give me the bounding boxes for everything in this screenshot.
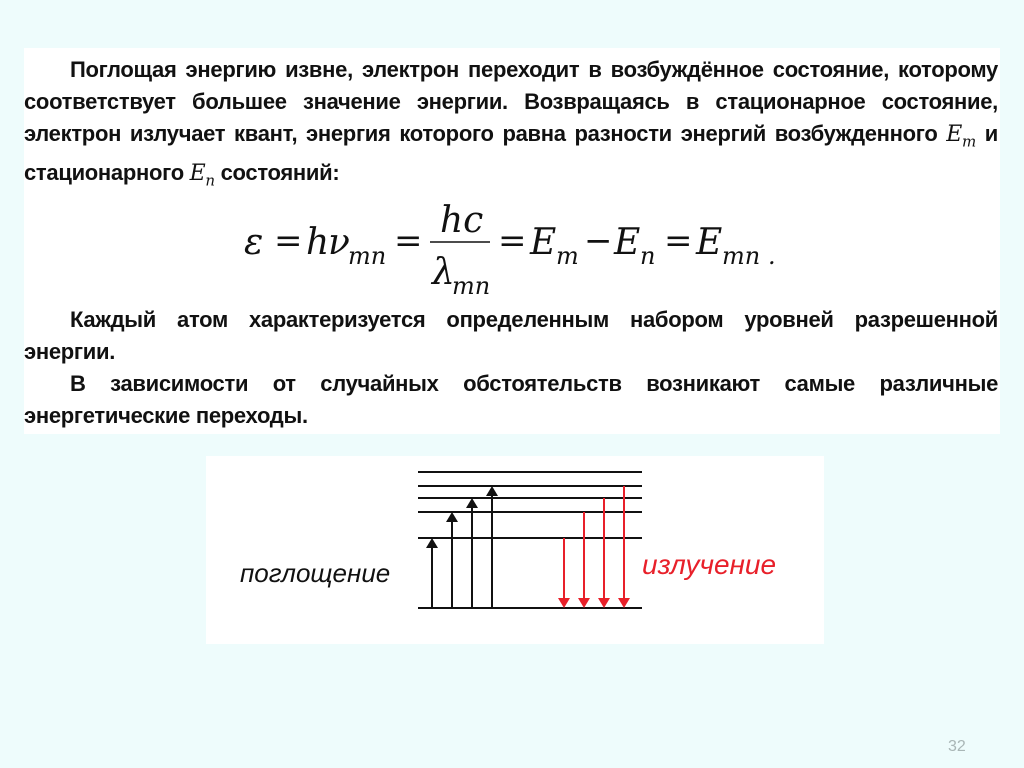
emission-arrows (558, 486, 630, 608)
absorption-arrowhead-2 (446, 512, 458, 522)
paragraph-1-part-c: состояний: (214, 160, 340, 186)
absorption-arrows (426, 486, 498, 608)
emission-arrowhead-3 (598, 598, 610, 608)
emission-arrowhead-2 (578, 598, 590, 608)
formula-nu-subscript: mn (348, 242, 387, 270)
paragraph-1 (24, 54, 998, 197)
symbol-e-n: $E_n$ (189, 161, 215, 190)
emission-label: излучение (642, 549, 777, 580)
paragraph-1-part-a: Поглощая энергию извне, электрон переходит в возбуждённое состояние, которому соответствует большее значение энергии. Возвращаясь в стационарное состояние, электрон излучает квант, энергия которого равна разности энергий возбужденного (24, 57, 998, 146)
emission-arrowhead-1 (558, 598, 570, 608)
energy-levels-diagram (206, 456, 824, 644)
formula-e-mn-subscript: mn (722, 242, 761, 270)
formula-numerator-hc: hc (440, 204, 484, 241)
formula-e-m-subscript: m (556, 242, 579, 270)
emission-arrowhead-4 (618, 598, 630, 608)
formula-e-m: E (530, 222, 557, 263)
formula-e-n-subscript: n (640, 242, 656, 270)
paragraph-2-text: Каждый атом характеризуется определенным набором уровней разрешенной энергии. (24, 307, 998, 364)
formula-h: h (306, 222, 330, 263)
formula-e-mn: E (696, 222, 723, 263)
formula-equals-2: = (394, 221, 423, 261)
slide-number: 32 (948, 738, 966, 755)
formula-e-n: E (614, 222, 641, 263)
formula-equals-4: = (664, 221, 693, 261)
absorption-arrowhead-3 (466, 498, 478, 508)
formula-epsilon: ε (244, 222, 264, 263)
formula-lambda: λ (432, 252, 455, 293)
paragraph-1-part-b: и стационарного (24, 121, 998, 186)
formula-minus: − (584, 221, 613, 261)
formula-nu: ν (328, 222, 350, 263)
formula-equals-1: = (274, 221, 303, 261)
formula-equals-3: = (498, 221, 527, 261)
formula-lambda-subscript: mn (452, 272, 491, 300)
absorption-arrowhead-1 (426, 538, 438, 548)
absorption-arrowhead-4 (486, 486, 498, 496)
energy-formula (244, 204, 804, 300)
formula-period: . (768, 242, 776, 270)
symbol-e-m: $E_m$ (946, 122, 976, 151)
paragraph-2 (24, 304, 998, 368)
paragraph-3-text: В зависимости от случайных обстоятельств возникают самые различные энергетические переходы. (24, 371, 998, 428)
energy-levels-svg (206, 456, 824, 644)
absorption-label: поглощение (240, 558, 391, 588)
paragraph-3 (24, 368, 998, 432)
